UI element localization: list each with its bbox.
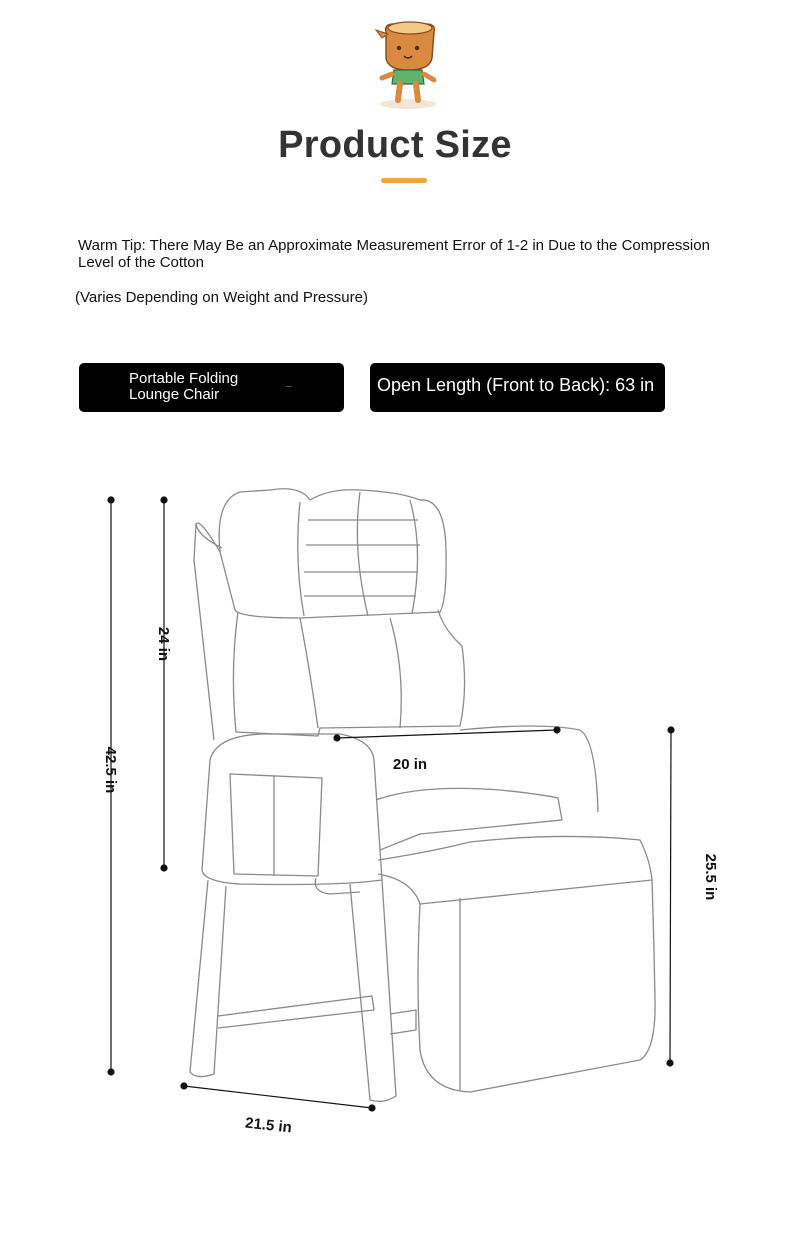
chair-dimension-diagram bbox=[0, 440, 790, 1200]
chair-line-drawing bbox=[190, 489, 655, 1102]
variance-note: (Varies Depending on Weight and Pressure) bbox=[75, 289, 368, 306]
warm-tip-text: Warm Tip: There May Be an Approximate Measurement Error of 1-2 in Due to the Compression Level of the Cotton bbox=[78, 237, 710, 271]
product-name-badge bbox=[79, 363, 344, 412]
open-length-label: Open Length (Front to Back): 63 in bbox=[377, 375, 655, 395]
product-name-label: Portable Folding Lounge Chair bbox=[129, 370, 239, 403]
footrest-height-label: 25.5 in bbox=[702, 853, 719, 901]
page-title: Product Size bbox=[278, 124, 512, 166]
badge-divider bbox=[286, 386, 292, 387]
backrest-height-label: 24 in bbox=[155, 626, 172, 662]
total-height-label: 42.5 in bbox=[102, 746, 119, 794]
seat-width-label: 20 in bbox=[392, 756, 428, 773]
tree-stump-mascot-icon bbox=[368, 18, 448, 110]
title-underline bbox=[381, 178, 427, 183]
depth-label: 21.5 in bbox=[244, 1114, 293, 1137]
open-length-badge bbox=[370, 363, 665, 412]
